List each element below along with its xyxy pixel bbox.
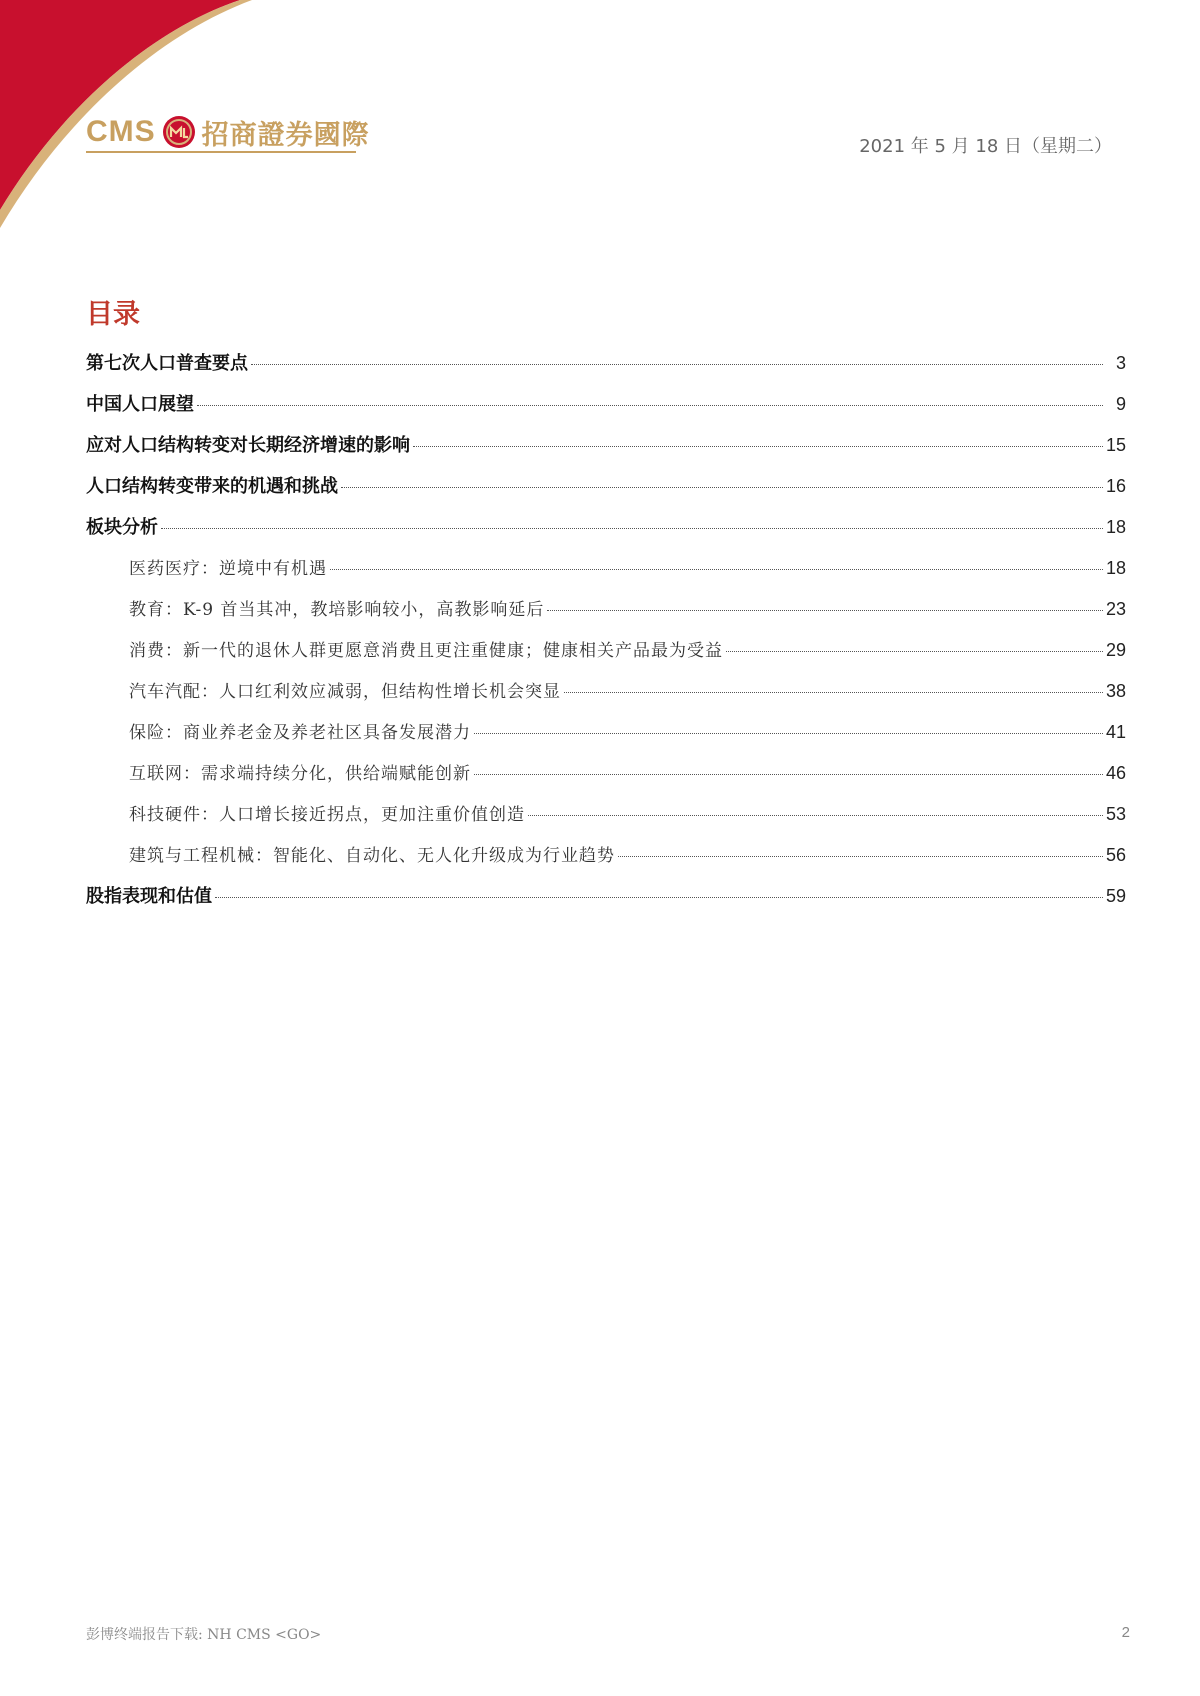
toc-entry-label: 教育：K-9 首当其冲，教培影响较小，高教影响延后 [129, 600, 545, 620]
toc-entry[interactable] [86, 390, 1126, 431]
toc-entry-label: 中国人口展望 [86, 394, 194, 415]
toc-entry[interactable] [86, 841, 1126, 882]
toc-entry-page: 18 [1105, 517, 1126, 537]
toc-entry-page: 41 [1105, 722, 1126, 742]
toc-entry-page: 23 [1105, 599, 1126, 619]
toc-entry[interactable] [86, 472, 1126, 513]
logo-chinese-text: 招商證券國際 [201, 119, 370, 151]
toc-entry-label: 应对人口结构转变对长期经济增速的影响 [86, 435, 410, 456]
toc-entry-label: 板块分析 [86, 517, 158, 538]
toc-entry-page: 53 [1105, 804, 1126, 824]
toc-entry-label: 人口结构转变带来的机遇和挑战 [86, 476, 338, 497]
toc-entry-page: 3 [1115, 353, 1126, 373]
toc-entry-page: 56 [1105, 845, 1126, 865]
toc-leader-dots [215, 897, 1103, 898]
toc-entry-label: 股指表现和估值 [86, 886, 212, 907]
toc-leader-dots [474, 733, 1103, 734]
toc-leader-dots [330, 569, 1103, 570]
toc-leader-dots [474, 774, 1103, 775]
toc-entry-page: 46 [1105, 763, 1126, 783]
toc-entry[interactable] [86, 349, 1126, 390]
toc-title: 目录 [86, 299, 140, 330]
toc-leader-dots [161, 528, 1103, 529]
toc-entry[interactable] [86, 636, 1126, 677]
toc-leader-dots [197, 405, 1103, 406]
toc-entry[interactable] [86, 800, 1126, 841]
toc-entry[interactable] [86, 431, 1126, 472]
toc-entry[interactable] [86, 718, 1126, 759]
toc-leader-dots [547, 610, 1103, 611]
toc-entry-label: 汽车汽配：人口红利效应减弱，但结构性增长机会突显 [129, 682, 561, 702]
toc-entry[interactable] [86, 759, 1126, 800]
toc-entry[interactable] [86, 513, 1126, 554]
toc-entry[interactable] [86, 595, 1126, 636]
toc-entry-page: 38 [1105, 681, 1126, 701]
footer-source: 彭博终端报告下载: NH CMS <GO> [86, 1627, 322, 1643]
toc-entry[interactable] [86, 554, 1126, 595]
toc-entry-label: 保险：商业养老金及养老社区具备发展潜力 [129, 723, 471, 743]
toc-leader-dots [564, 692, 1103, 693]
page-number: 2 [1121, 1624, 1130, 1641]
toc-entry-label: 消费：新一代的退休人群更愿意消费且更注重健康；健康相关产品最为受益 [129, 641, 723, 661]
toc-entry-label: 科技硬件：人口增长接近拐点，更加注重价值创造 [129, 805, 525, 825]
toc-entry[interactable] [86, 882, 1126, 923]
toc-entry-page: 16 [1105, 476, 1126, 496]
toc-entry-label: 医药医疗：逆境中有机遇 [129, 559, 327, 579]
toc-entry-page: 9 [1115, 394, 1126, 414]
toc-entry-label: 建筑与工程机械：智能化、自动化、无人化升级成为行业趋势 [129, 846, 615, 866]
toc-entry-page: 15 [1105, 435, 1126, 455]
toc-leader-dots [251, 364, 1103, 365]
toc-entry-label: 互联网：需求端持续分化，供给端赋能创新 [129, 764, 471, 784]
toc-entry-label: 第七次人口普查要点 [86, 353, 248, 374]
table-of-contents [86, 349, 1126, 923]
toc-leader-dots [528, 815, 1103, 816]
toc-leader-dots [413, 446, 1103, 447]
report-date: 2021 年 5 月 18 日（星期二） [859, 136, 1112, 157]
logo-emblem-icon [162, 115, 196, 149]
toc-entry-page: 18 [1105, 558, 1126, 578]
toc-entry-page: 29 [1105, 640, 1126, 660]
toc-entry-page: 59 [1105, 886, 1126, 906]
logo-underline [86, 151, 356, 153]
toc-entry[interactable] [86, 677, 1126, 718]
company-logo [86, 112, 370, 152]
toc-leader-dots [618, 856, 1103, 857]
toc-leader-dots [726, 651, 1103, 652]
toc-leader-dots [341, 487, 1103, 488]
logo-cms-text: CMS [86, 115, 156, 148]
